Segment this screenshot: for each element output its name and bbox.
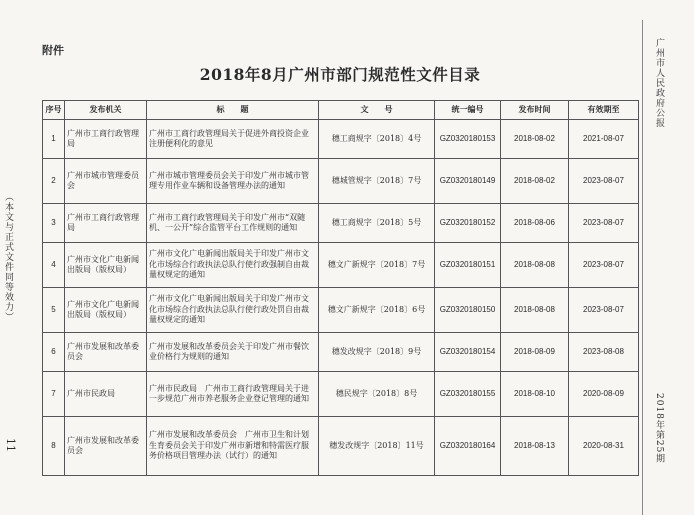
table-row — [43, 372, 639, 417]
page-number: 11 — [4, 438, 17, 452]
row-expires: 2021-08-07 — [569, 120, 639, 159]
row-title: 广州市民政局 广州市工商行政管理局关于进一步规范广州市养老服务企业登记管理的通知 — [147, 372, 319, 417]
row-title: 广州市工商行政管理局关于印发广州市“双随机、一公开”综合监管平台工作规则的通知 — [147, 204, 319, 243]
row-code: GZ0320180155 — [435, 372, 501, 417]
header-code: 统一编号 — [435, 101, 501, 120]
row-title: 广州市文化广电新闻出版局关于印发广州市文化市场综合行政执法总队行使行政强制自由裁量权规定的通知 — [147, 243, 319, 288]
journal-name: 广州市人民政府公报 — [654, 38, 664, 128]
row-doc-no: 穗工商规字〔2018〕5号 — [319, 204, 435, 243]
table-row — [43, 204, 639, 243]
issue-label: 2018年第25期 — [654, 393, 664, 464]
row-issued: 2018-08-06 — [501, 204, 569, 243]
row-code: GZ0320180154 — [435, 333, 501, 372]
row-issued: 2018-08-02 — [501, 159, 569, 204]
row-agency: 广州市发展和改革委员会 — [65, 417, 147, 476]
row-code: GZ0320180150 — [435, 288, 501, 333]
row-no: 5 — [43, 288, 65, 333]
margin-rule — [642, 20, 643, 515]
header-expires: 有效期至 — [569, 101, 639, 120]
row-no: 8 — [43, 417, 65, 476]
row-doc-no: 穗工商规字〔2018〕4号 — [319, 120, 435, 159]
row-title: 广州市文化广电新闻出版局关于印发广州市文化市场综合行政执法总队行使行政处罚自由裁量权规定的通知 — [147, 288, 319, 333]
row-agency: 广州市文化广电新闻出版局（版权局） — [65, 243, 147, 288]
table-header-row — [43, 101, 639, 120]
table-row — [43, 159, 639, 204]
row-code: GZ0320180153 — [435, 120, 501, 159]
row-issued: 2018-08-02 — [501, 120, 569, 159]
row-expires: 2023-08-07 — [569, 204, 639, 243]
table-row — [43, 288, 639, 333]
row-agency: 广州市工商行政管理局 — [65, 120, 147, 159]
header-agency: 发布机关 — [65, 101, 147, 120]
row-no: 6 — [43, 333, 65, 372]
row-code: GZ0320180149 — [435, 159, 501, 204]
row-doc-no: 穗城管规字〔2018〕7号 — [319, 159, 435, 204]
header-no: 序号 — [43, 101, 65, 120]
row-doc-no: 穗发改规字〔2018〕9号 — [319, 333, 435, 372]
row-no: 3 — [43, 204, 65, 243]
table-row — [43, 417, 639, 476]
row-doc-no: 穗文广新规字〔2018〕6号 — [319, 288, 435, 333]
attachment-label: 附件 — [42, 44, 64, 57]
row-doc-no: 穗民规字〔2018〕8号 — [319, 372, 435, 417]
table-row — [43, 333, 639, 372]
document-catalog-table — [42, 100, 639, 476]
row-agency: 广州市工商行政管理局 — [65, 204, 147, 243]
row-agency: 广州市城市管理委员会 — [65, 159, 147, 204]
row-title: 广州市发展和改革委员会 广州市卫生和计划生育委员会关于印发广州市新增和特需医疗服务价格项目管理办法（试行）的通知 — [147, 417, 319, 476]
row-expires: 2023-08-08 — [569, 333, 639, 372]
row-agency: 广州市文化广电新闻出版局（版权局） — [65, 288, 147, 333]
row-issued: 2018-08-13 — [501, 417, 569, 476]
row-doc-no: 穗发改规字〔2018〕11号 — [319, 417, 435, 476]
row-title: 广州市工商行政管理局关于促进外商投资企业注册便利化的意见 — [147, 120, 319, 159]
validity-note: （本文与正式文件同等效力） — [3, 192, 13, 322]
row-expires: 2023-08-07 — [569, 288, 639, 333]
table-row — [43, 243, 639, 288]
row-no: 1 — [43, 120, 65, 159]
row-no: 2 — [43, 159, 65, 204]
table-row — [43, 120, 639, 159]
row-no: 7 — [43, 372, 65, 417]
row-issued: 2018-08-08 — [501, 288, 569, 333]
row-agency: 广州市民政局 — [65, 372, 147, 417]
header-title: 标 题 — [147, 101, 319, 120]
row-issued: 2018-08-09 — [501, 333, 569, 372]
row-title: 广州市城市管理委员会关于印发广州市城市管理专用作业车辆和设备管理办法的通知 — [147, 159, 319, 204]
row-code: GZ0320180151 — [435, 243, 501, 288]
row-no: 4 — [43, 243, 65, 288]
row-issued: 2018-08-10 — [501, 372, 569, 417]
page-title: 2018年8月广州市部门规范性文件目录 — [199, 65, 481, 84]
row-expires: 2023-08-07 — [569, 159, 639, 204]
row-code: GZ0320180164 — [435, 417, 501, 476]
header-doc-no: 文 号 — [319, 101, 435, 120]
row-expires: 2020-08-09 — [569, 372, 639, 417]
row-code: GZ0320180152 — [435, 204, 501, 243]
row-expires: 2020-08-31 — [569, 417, 639, 476]
row-expires: 2023-08-07 — [569, 243, 639, 288]
row-title: 广州市发展和改革委员会关于印发广州市餐饮业价格行为规则的通知 — [147, 333, 319, 372]
row-doc-no: 穗文广新规字〔2018〕7号 — [319, 243, 435, 288]
row-issued: 2018-08-08 — [501, 243, 569, 288]
header-issued: 发布时间 — [501, 101, 569, 120]
row-agency: 广州市发展和改革委员会 — [65, 333, 147, 372]
